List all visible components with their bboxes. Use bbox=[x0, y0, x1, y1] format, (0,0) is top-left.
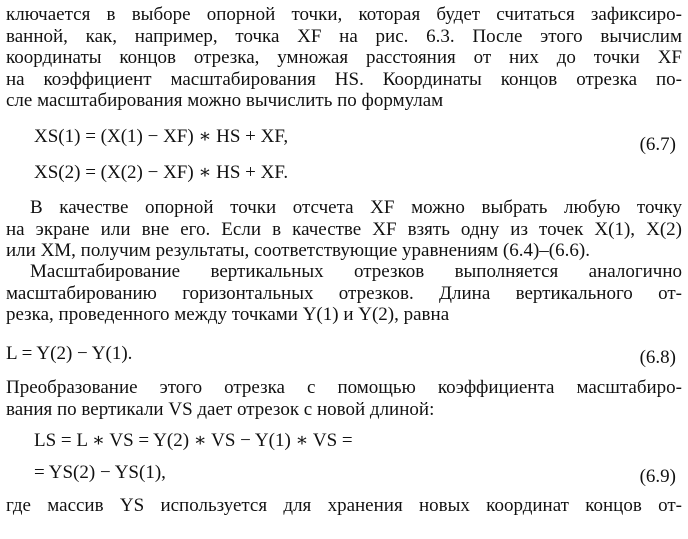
paragraph-vertical-scaling bbox=[6, 261, 682, 326]
text-line: Преобразование этого отрезка с помощью коэффициента масштабиро- bbox=[6, 377, 682, 398]
text-line: на экране или вне его. Если в качестве XF взять одну из точек X(1), X(2) bbox=[6, 218, 682, 240]
text-line: ванной, как, например, точка XF на рис. 6.3. После этого вычислим bbox=[6, 25, 682, 47]
equation-6-9 bbox=[6, 429, 682, 485]
text-line: резка, проведенного между точками Y(1) и Y(2), равна bbox=[6, 304, 450, 325]
equation-line: XS(2) = (X(2) − XF) ∗ HS + XF. bbox=[34, 162, 289, 183]
equation-number: (6.9) bbox=[639, 466, 676, 487]
text-line: В качестве опорной точки отсчета XF можно выбрать любую точку bbox=[30, 197, 682, 218]
equation-line: = YS(2) − YS(1), bbox=[34, 462, 166, 483]
equation-number: (6.8) bbox=[639, 347, 676, 368]
text-line: координаты концов отрезка, умножая расстояния от них до точки XF bbox=[6, 47, 682, 68]
text-line: масштабированию горизонтальных отрезков. Длина вертикального от- bbox=[6, 282, 682, 304]
equation-6-8 bbox=[6, 342, 682, 366]
paragraph-ys-array bbox=[6, 495, 682, 517]
paragraph-transformation bbox=[6, 377, 682, 420]
paragraph-intro bbox=[6, 4, 682, 112]
equation-line: L = Y(2) − Y(1). bbox=[6, 343, 133, 364]
text-line: ключается в выборе опорной точки, которая будет считаться зафиксиро- bbox=[6, 4, 682, 25]
text-line: на коэффициент масштабирования HS. Координаты концов отрезка по- bbox=[6, 68, 682, 90]
text-line: сле масштабирования можно вычислить по формулам bbox=[6, 90, 444, 111]
paragraph-reference-point bbox=[6, 197, 682, 262]
text-line: где массив YS используется для хранения новых координат концов от- bbox=[6, 495, 682, 516]
equation-6-7 bbox=[6, 125, 682, 185]
equation-line: LS = L ∗ VS = Y(2) ∗ VS − Y(1) ∗ VS = bbox=[34, 430, 353, 451]
text-line: или XM, получим результаты, соответствующие уравнениям (6.4)–(6.6). bbox=[6, 240, 590, 261]
equation-line: XS(1) = (X(1) − XF) ∗ HS + XF, bbox=[34, 126, 289, 147]
equation-number: (6.7) bbox=[639, 134, 676, 155]
text-line: Масштабирование вертикальных отрезков выполняется аналогично bbox=[30, 261, 682, 282]
text-line: вания по вертикали VS дает отрезок с новой длиной: bbox=[6, 398, 435, 420]
